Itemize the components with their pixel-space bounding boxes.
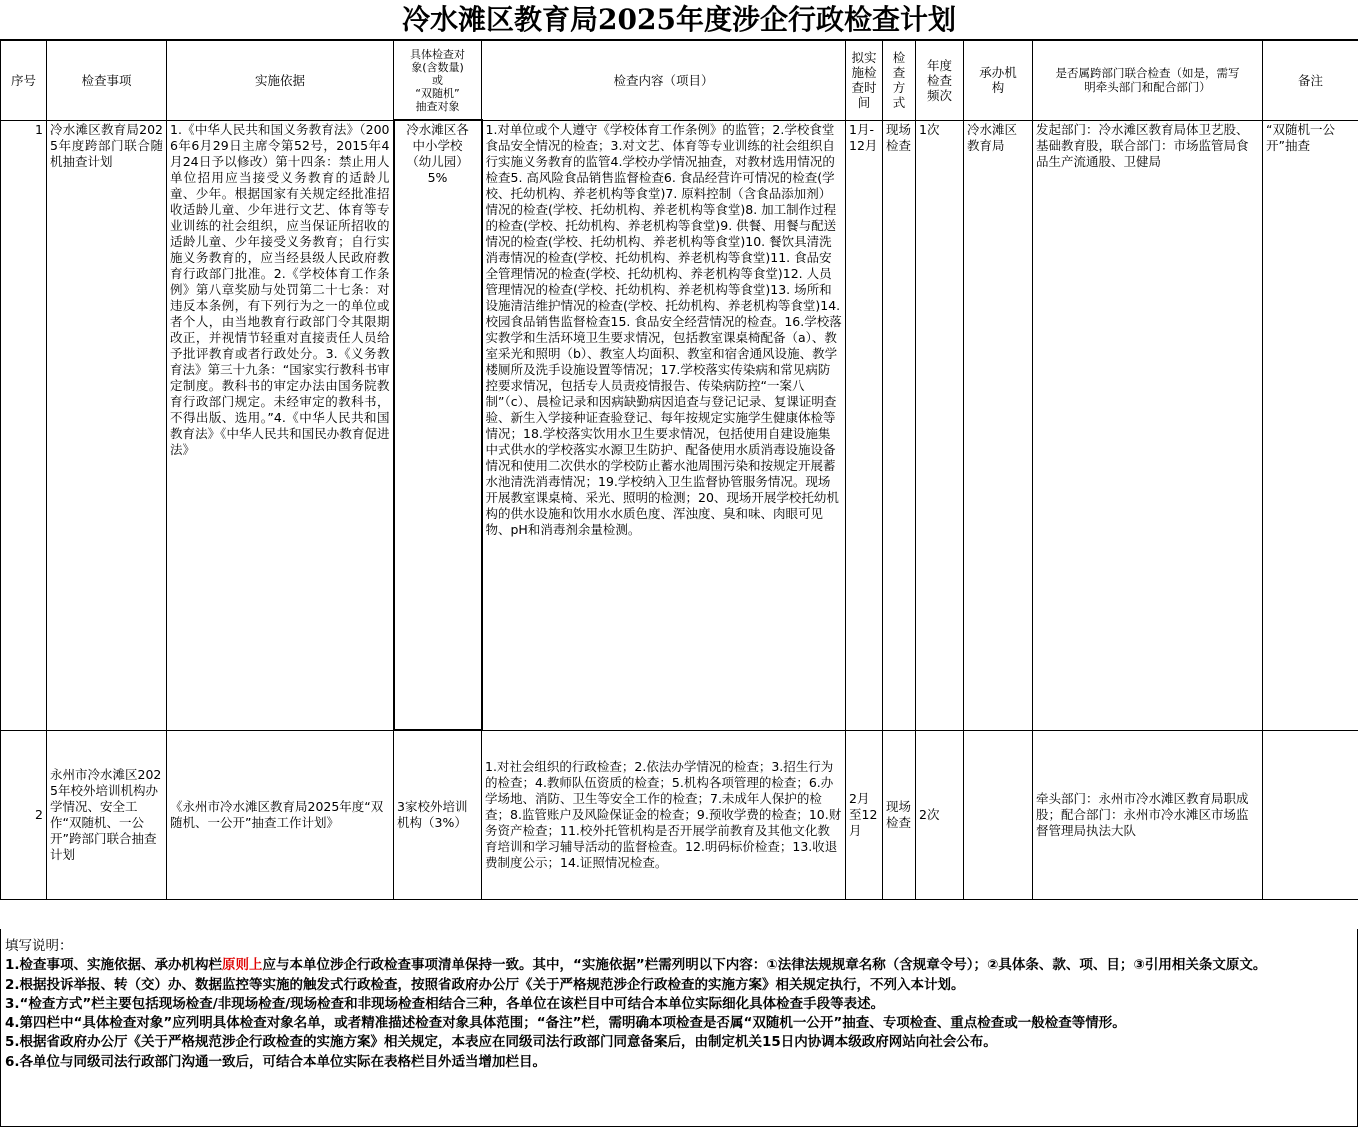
note-2: 2.根据投诉举报、转（交）办、数据监控等实施的触发式行政检查，按照省政府办公厅《关于严格规范涉企行政检查的实施方案》相关规定执行，不列入本计划。: [5, 976, 965, 993]
header-object: 具体检查对 象(含数量) 或 “双随机” 抽查对象: [394, 41, 482, 121]
header-remark: 备注: [1263, 41, 1358, 121]
table-row: [1, 120, 1358, 730]
row-basis: 1.《中华人民共和国义务教育法》（2006年6月29日主席令第52号，2015年4月24日予以修改）第十四条：禁止用人单位招用应当接受义务教育的适龄儿童、少年。根据国家有关规定经批准招收适龄儿童、少年进行文艺、体育等专业训练的社会组织，应当保证所招收的适龄儿童、少年接受义务教育；自行实施义务教育的，应当经县级人民政府教育行政部门批准。2.《学校体育工作条例》第八章奖励与处罚第二十七条：对违反本条例，有下列行为之一的单位或者个人，由当地教育行政部门令其限期改正，并视情节轻重对直接责任人员给予批评教育或者行政处分。3.《义务教育法》第三十九条：“国家实行教科书审定制度。教科书的审定办法由国务院教育行政部门规定。未经审定的教科书，不得出版、选用。”4.《中华人民共和国教育法》《中华人民共和国民办教育促进法》: [167, 120, 394, 730]
note-1: 1.检查事项、实施依据、承办机构栏原则上应与本单位涉企行政检查事项清单保持一致。其中，“实施依据”栏需列明以下内容：①法律法规规章名称（含规章令号）；②具体条、款、项、目；③引用相关条文原文。: [5, 957, 1267, 974]
header-seq: 序号: [1, 41, 47, 121]
row-remark: [1263, 730, 1358, 900]
row-content: 1.对社会组织的行政检查；2.依法办学情况的检查；3.招生行为的检查；4.教师队伍资质的检查；5.机构各项管理的检查；6.办学场地、消防、卫生等安全工作的检查；7.未成年人保护的检查；8.监管账户及风险保证金的检查；9.预收学费的检查；10.财务资产检查；11.校外托管机构是否开展学前教育及其他文化教育培训和学习辅导活动的监督检查。12.明码标价检查；13.收退费制度公示；14.证照情况检查。: [482, 730, 846, 900]
note-1-highlight: 原则上: [222, 957, 263, 974]
row-item: 永州市冷水滩区2025年校外培训机构办学情况、安全工作“双随机、一公开”跨部门联合抽查计划: [47, 730, 167, 900]
row-seq: 1: [1, 120, 47, 730]
filling-notes: [0, 929, 1358, 1127]
header-method: 检 查 方 式: [883, 41, 916, 121]
page-title: 冷水滩区教育局2025年度涉企行政检查计划: [0, 0, 1358, 40]
row-time: 2月至12月: [846, 730, 883, 900]
note-3: 3.“检查方式”栏主要包括现场检查/非现场检查/现场检查和非现场检查相结合三种，各单位在该栏目中可结合本单位实际细化具体检查手段等表述。: [5, 995, 885, 1012]
row-item: 冷水滩区教育局2025年度跨部门联合随机抽查计划: [47, 120, 167, 730]
header-content: 检查内容（项目）: [482, 41, 846, 121]
row-time: 1月-12月: [846, 120, 883, 730]
header-joint: 是否属跨部门联合检查（如是，需写 明牵头部门和配合部门）: [1033, 41, 1263, 121]
row-seq: 2: [1, 730, 47, 900]
notes-heading: 填写说明：: [5, 938, 73, 954]
row-content: 1.对单位或个人遵守《学校体育工作条例》的监管；2.学校食堂食品安全情况的检查；3.对文艺、体育等专业训练的社会组织自行实施义务教育的监管4.学校办学情况抽查，对教材选用情况的检查5. 高风险食品销售监督检查6. 食品经营许可情况的检查(学校、托幼机构、养老机构等食堂)7. 原料控制（含食品添加剂）情况的检查(学校、托幼机构、养老机构等食堂)8. 加工制作过程的检查(学校、托幼机构、养老机构等食堂)9. 供餐、用餐与配送情况的检查(学校、托幼机构、养老机构等食堂)10. 餐饮具清洗消毒情况的检查(学校、托幼机构、养老机构等食堂)11. 食品安全管理情况的检查(学校、托幼机构、养老机构等食堂)12. 人员管理情况的检查(学校、托幼机构、养老机构等食堂)13. 场所和设施清洁维护情况的检查(学校、托幼机构、养老机构等食堂)14. 校园食品销售监督检查15. 食品安全经营情况的检查。16.学校落实教学和生活环境卫生要求情况，包括教室课桌椅配备（a）、教室采光和照明（b）、教室人均面积、教室和宿舍通风设施、教学楼厕所及洗手设施设置等情况；17.学校落实传染病和常见病防控要求情况，包括专人员责疫情报告、传染病防控“一案八制”（c）、晨检记录和因病缺勤病因追查与登记记录、复课证明查验、新生入学接种证查验登记、每年按规定实施学生健康体检等情况；18.学校落实饮用水卫生要求情况，包括使用自建设施集中式供水的学校落实水源卫生防护、配备使用水质消毒设施设备情况和使用二次供水的学校防止蓄水池周围污染和按规定开展蓄水池清洗消毒情况；19.学校纳入卫生监督协管服务情况。现场开展教室课桌椅、采光、照明的检测；20、现场开展学校托幼机构的供水设施和饮用水水质色度、浑浊度、臭和味、肉眼可见物、pH和消毒剂余量检测。: [482, 120, 846, 730]
row-remark: “双随机一公开”抽查: [1263, 120, 1358, 730]
note-6: 6.各单位与同级司法行政部门沟通一致后，可结合本单位实际在表格栏目外适当增加栏目。: [5, 1053, 547, 1070]
note-4: 4.第四栏中“具体检查对象”应列明具体检查对象名单，或者精准描述检查对象具体范围；“备注”栏，需明确本项检查是否属“双随机一公开”抽查、专项检查、重点检查或一般检查等情形。: [5, 1015, 1126, 1032]
row-object: 3家校外培训机构（3%）: [394, 730, 482, 900]
header-time: 拟实 施检 查时 间: [846, 41, 883, 121]
row-joint: 发起部门：冷水滩区教育局体卫艺股、基础教育股，联合部门：市场监管局食品生产流通股、卫健局: [1033, 120, 1263, 730]
row-method: 现场检查: [883, 120, 916, 730]
row-joint: 牵头部门：永州市冷水滩区教育局职成股；配合部门：永州市冷水滩区市场监督管理局执法大队: [1033, 730, 1263, 900]
row-freq: 1次: [916, 120, 964, 730]
row-method: 现场检查: [883, 730, 916, 900]
row-freq: 2次: [916, 730, 964, 900]
header-org: 承办机 构: [964, 41, 1033, 121]
header-item: 检查事项: [47, 41, 167, 121]
row-org: [964, 730, 1033, 900]
header-row: [1, 41, 1358, 121]
note-5: 5.根据省政府办公厅《关于严格规范涉企行政检查的实施方案》相关规定，本表应在同级司法行政部门同意备案后，由制定机关15日内协调本级政府网站向社会公布。: [5, 1034, 997, 1051]
table-row: [1, 730, 1358, 900]
row-basis: 《永州市冷水滩区教育局2025年度“双随机、一公开”抽查工作计划》: [167, 730, 394, 900]
row-object: 冷水滩区各 中小学校 （幼儿园） 5%: [394, 120, 482, 730]
header-freq: 年度 检查 频次: [916, 41, 964, 121]
header-basis: 实施依据: [167, 41, 394, 121]
row-org: 冷水滩区教育局: [964, 120, 1033, 730]
inspection-plan-table: [0, 40, 1358, 900]
